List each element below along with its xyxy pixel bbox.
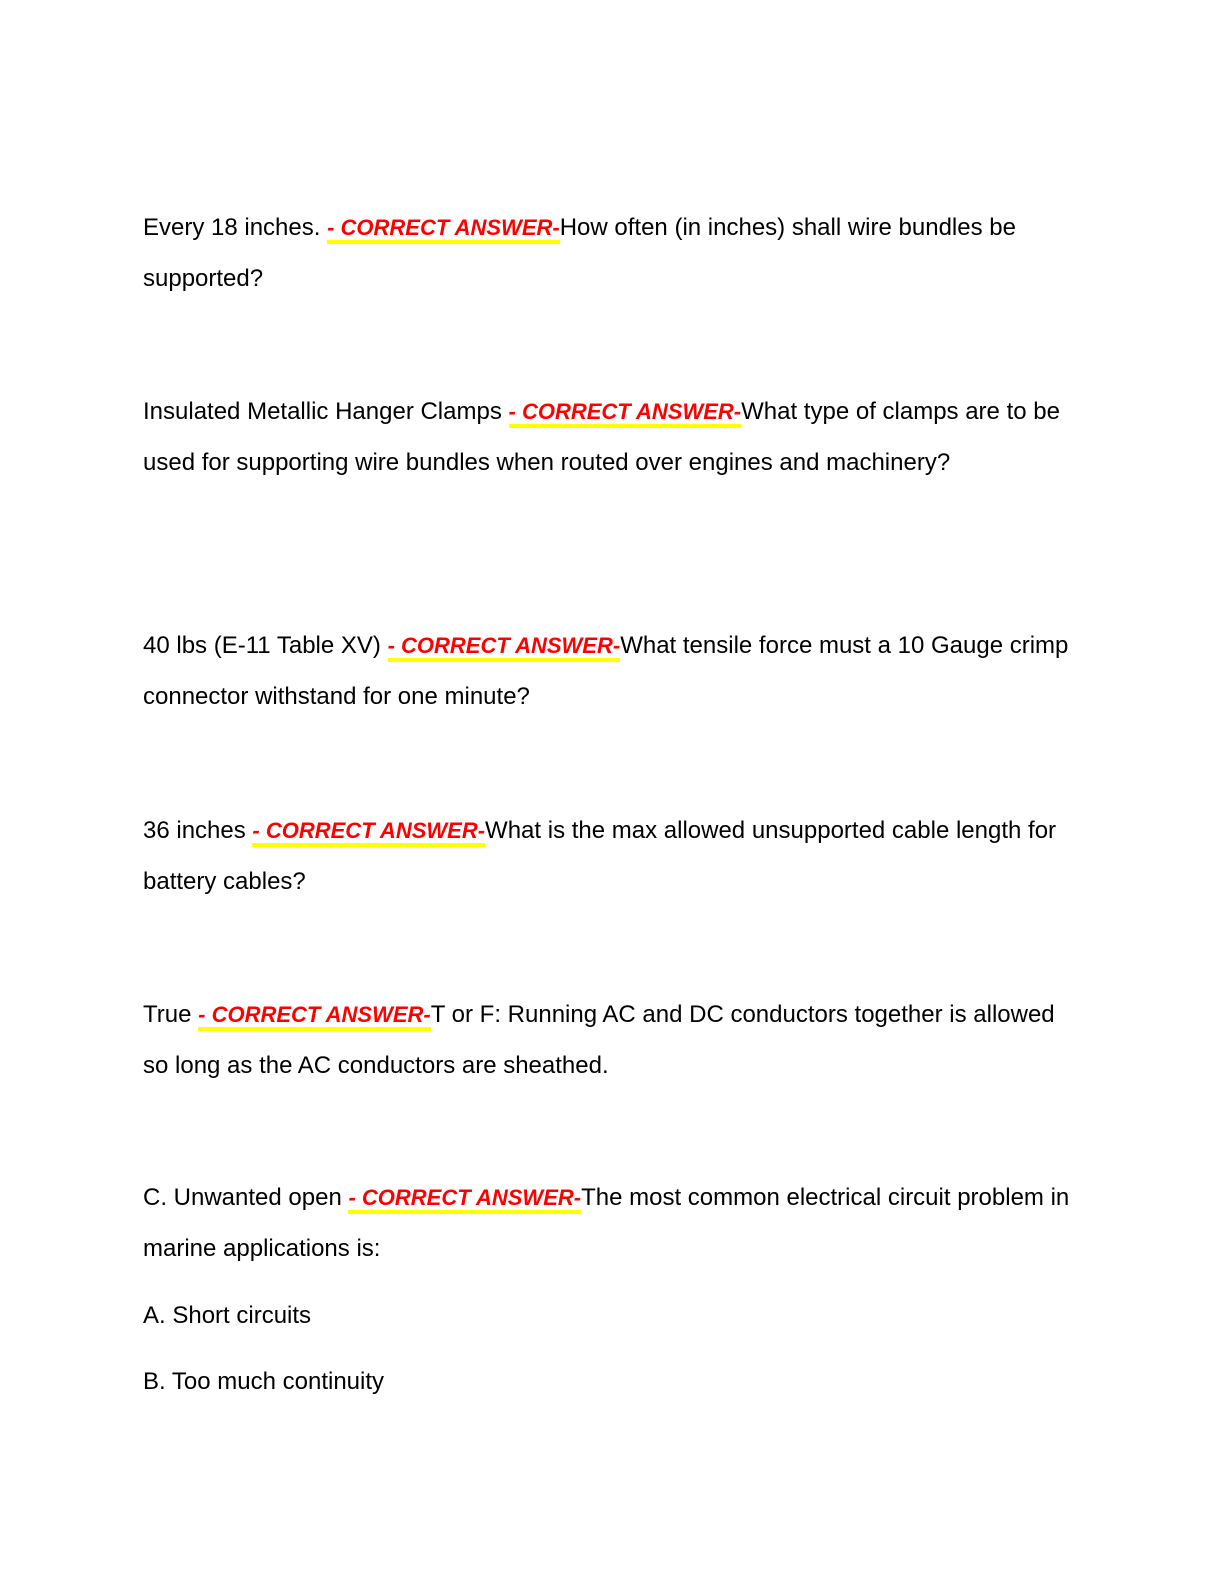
- correct-answer-marker: - CORRECT ANSWER-: [252, 818, 485, 847]
- qa-entry: [143, 202, 1073, 304]
- correct-answer-marker: - CORRECT ANSWER-: [509, 399, 742, 428]
- qa-entry: [143, 989, 1073, 1091]
- answer-text: C. Unwanted open: [143, 1184, 342, 1211]
- answer-text: True: [143, 1001, 192, 1028]
- answer-text: 40 lbs (E-11 Table XV): [143, 632, 381, 659]
- correct-answer-marker: - CORRECT ANSWER-: [327, 215, 560, 244]
- option-b: B. Too much continuity: [143, 1368, 385, 1395]
- answer-text: Insulated Metallic Hanger Clamps: [143, 398, 502, 425]
- correct-answer-marker: - CORRECT ANSWER-: [388, 633, 621, 662]
- qa-entry: [143, 620, 1073, 722]
- question-text: T or F: Running AC and DC conductors together is allowed so long as the AC conductors are sheathed.: [143, 1001, 1055, 1079]
- option-a: A. Short circuits: [143, 1302, 312, 1329]
- question-text: The most common electrical circuit problem in marine applications is:: [143, 1184, 1070, 1262]
- correct-answer-marker: - CORRECT ANSWER-: [198, 1002, 431, 1031]
- answer-text: Every 18 inches.: [143, 214, 321, 241]
- question-text: What tensile force must a 10 Gauge crimp connector withstand for one minute?: [143, 632, 1069, 710]
- qa-entry: [143, 1172, 1073, 1274]
- qa-entry: [143, 805, 1073, 907]
- question-text: What is the max allowed unsupported cable length for battery cables?: [143, 817, 1057, 895]
- answer-text: 36 inches: [143, 817, 246, 844]
- question-text: What type of clamps are to be used for supporting wire bundles when routed over engines and machinery?: [143, 398, 1060, 476]
- qa-entry: [143, 386, 1073, 488]
- question-text: How often (in inches) shall wire bundles be supported?: [143, 214, 1016, 292]
- correct-answer-marker: - CORRECT ANSWER-: [348, 1185, 581, 1214]
